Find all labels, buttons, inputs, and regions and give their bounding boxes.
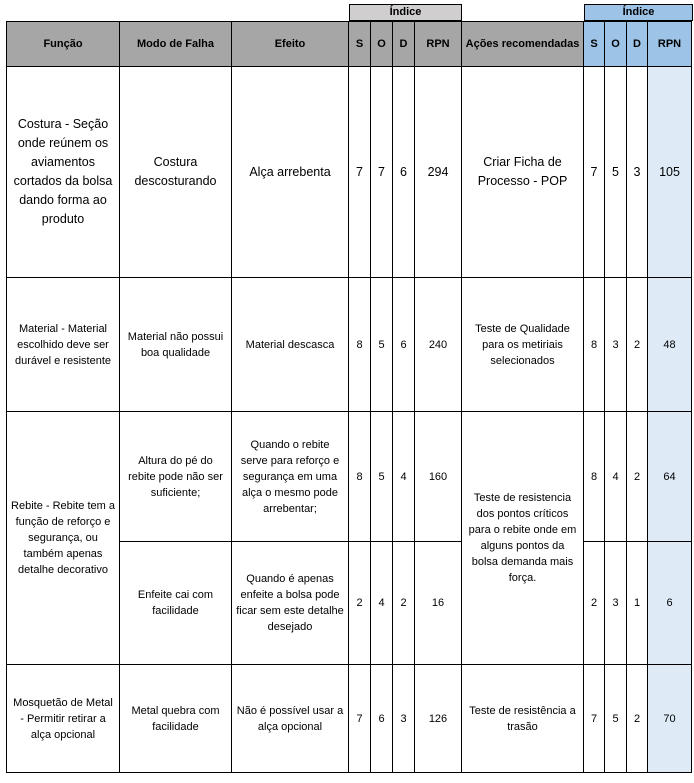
s-after-cell: 8 — [584, 278, 605, 412]
o-after-cell: 5 — [605, 67, 627, 278]
header-d: D — [393, 22, 415, 67]
d-cell: 6 — [393, 67, 415, 278]
d-after-cell: 2 — [627, 665, 648, 773]
header-o-after: O — [605, 22, 627, 67]
header-o: O — [371, 22, 393, 67]
rpn-after-cell: 6 — [648, 542, 692, 665]
indice-header-before: Índice — [349, 4, 462, 21]
table-row — [7, 665, 692, 773]
modo-falha-cell: Metal quebra com facilidade — [120, 665, 232, 773]
header-acoes: Ações recomendadas — [462, 22, 584, 67]
rpn-after-cell: 48 — [648, 278, 692, 412]
s-after-cell: 2 — [584, 542, 605, 665]
efeito-cell: Quando o rebite serve para reforço e segurança em uma alça o mesmo pode arrebentar; — [232, 412, 349, 542]
o-after-cell: 4 — [605, 412, 627, 542]
header-s-after: S — [584, 22, 605, 67]
funcao-cell: Costura - Seção onde reúnem os aviamentos cortados da bolsa dando forma ao produto — [7, 67, 120, 278]
modo-falha-cell: Material não possui boa qualidade — [120, 278, 232, 412]
d-after-cell: 1 — [627, 542, 648, 665]
s-cell: 8 — [349, 278, 371, 412]
o-after-cell: 5 — [605, 665, 627, 773]
o-cell: 5 — [371, 278, 393, 412]
modo-falha-cell: Enfeite cai com facilidade — [120, 542, 232, 665]
funcao-cell: Rebite - Rebite tem a função de reforço e segurança, ou também apenas detalhe decorativo — [7, 412, 120, 665]
o-cell: 7 — [371, 67, 393, 278]
acoes-cell: Teste de resistencia dos pontos críticos para o rebite onde em alguns pontos da bolsa demanda mais força. — [462, 412, 584, 665]
acoes-cell: Teste de resistência a trasão — [462, 665, 584, 773]
s-cell: 2 — [349, 542, 371, 665]
header-row — [7, 22, 692, 67]
s-cell: 8 — [349, 412, 371, 542]
efeito-cell: Alça arrebenta — [232, 67, 349, 278]
header-rpn: RPN — [415, 22, 462, 67]
d-after-cell: 2 — [627, 412, 648, 542]
modo-falha-cell: Altura do pé do rebite pode não ser suficiente; — [120, 412, 232, 542]
rpn-after-cell: 70 — [648, 665, 692, 773]
d-cell: 4 — [393, 412, 415, 542]
header-d-after: D — [627, 22, 648, 67]
rpn-cell: 126 — [415, 665, 462, 773]
d-after-cell: 2 — [627, 278, 648, 412]
rpn-cell: 240 — [415, 278, 462, 412]
funcao-cell: Mosquetão de Metal - Permitir retirar a alça opcional — [7, 665, 120, 773]
d-cell: 2 — [393, 542, 415, 665]
header-modo-falha: Modo de Falha — [120, 22, 232, 67]
table-row — [7, 278, 692, 412]
header-efeito: Efeito — [232, 22, 349, 67]
acoes-cell: Teste de Qualidade para os metiriais selecionados — [462, 278, 584, 412]
o-cell: 6 — [371, 665, 393, 773]
header-rpn-after: RPN — [648, 22, 692, 67]
rpn-after-cell: 105 — [648, 67, 692, 278]
table-row — [7, 412, 692, 542]
funcao-cell: Material - Material escolhido deve ser durável e resistente — [7, 278, 120, 412]
rpn-cell: 160 — [415, 412, 462, 542]
s-after-cell: 8 — [584, 412, 605, 542]
d-cell: 6 — [393, 278, 415, 412]
o-after-cell: 3 — [605, 542, 627, 665]
efeito-cell: Quando é apenas enfeite a bolsa pode ficar sem este detalhe desejado — [232, 542, 349, 665]
s-after-cell: 7 — [584, 665, 605, 773]
o-after-cell: 3 — [605, 278, 627, 412]
s-cell: 7 — [349, 665, 371, 773]
s-cell: 7 — [349, 67, 371, 278]
indice-header-after: Índice — [584, 4, 693, 21]
acoes-cell: Criar Ficha de Processo - POP — [462, 67, 584, 278]
header-s: S — [349, 22, 371, 67]
d-cell: 3 — [393, 665, 415, 773]
efeito-cell: Material descasca — [232, 278, 349, 412]
table-row — [7, 67, 692, 278]
rpn-cell: 294 — [415, 67, 462, 278]
header-funcao: Função — [7, 22, 120, 67]
rpn-after-cell: 64 — [648, 412, 692, 542]
rpn-cell: 16 — [415, 542, 462, 665]
o-cell: 4 — [371, 542, 393, 665]
modo-falha-cell: Costura descosturando — [120, 67, 232, 278]
d-after-cell: 3 — [627, 67, 648, 278]
efeito-cell: Não é possível usar a alça opcional — [232, 665, 349, 773]
o-cell: 5 — [371, 412, 393, 542]
fmea-table — [6, 21, 692, 773]
s-after-cell: 7 — [584, 67, 605, 278]
